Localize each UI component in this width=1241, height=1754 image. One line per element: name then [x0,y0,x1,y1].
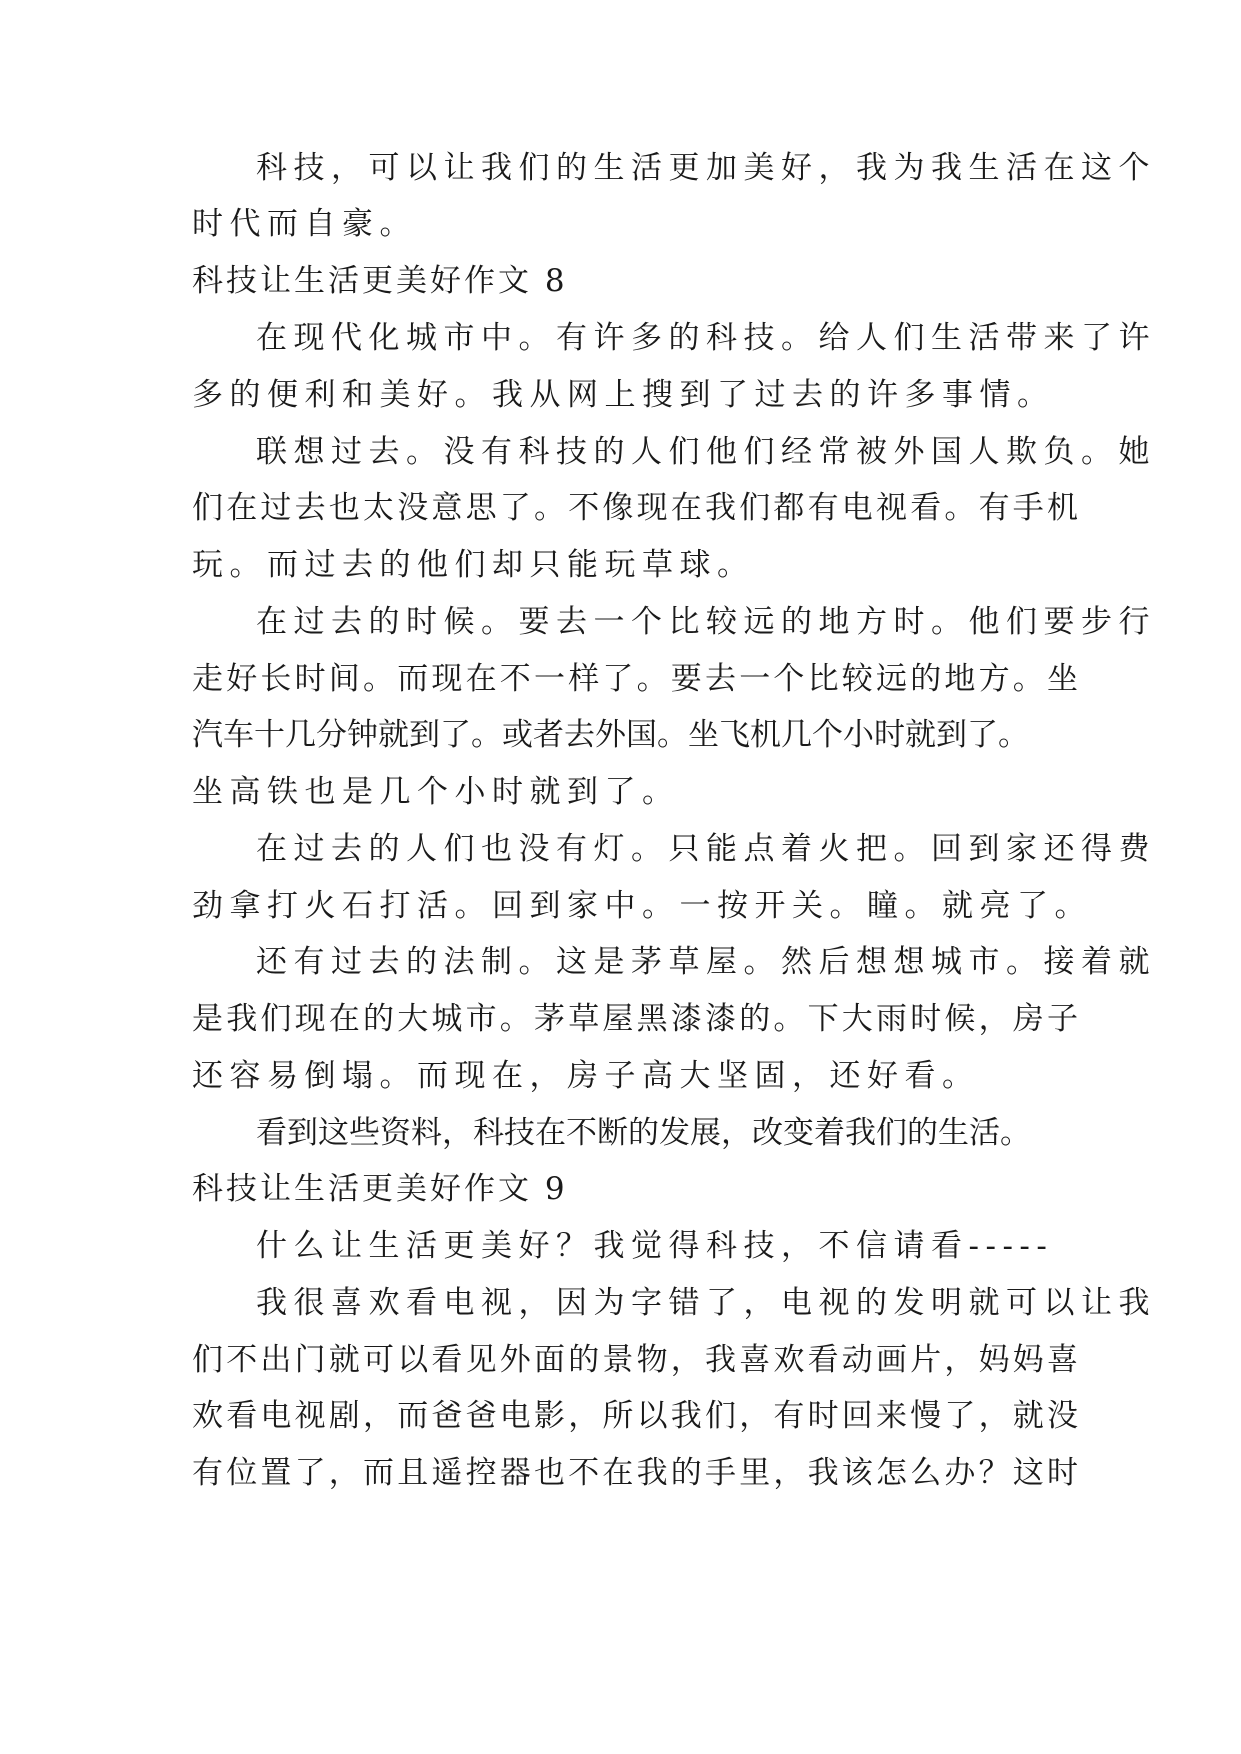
paragraph-line: 我很喜欢看电视，因为字错了，电视的发明就可以让我 [256,1285,1156,1321]
paragraph-line: 有位置了，而且遥控器也不在我的手里，我该怎么办？这时 [192,1455,1082,1491]
section-heading: 科技让生活更美好作文 9 [192,1171,568,1207]
paragraph-line: 在过去的人们也没有灯。只能点着火把。回到家还得费 [256,831,1156,867]
paragraph-line: 还有过去的法制。这是茅草屋。然后想想城市。接着就 [256,944,1156,980]
paragraph-line: 科技，可以让我们的生活更加美好，我为我生活在这个 [256,150,1156,186]
paragraph-line: 走好长时间。而现在不一样了。要去一个比较远的地方。坐 [192,661,1082,697]
paragraph-line: 坐高铁也是几个小时就到了。 [192,774,680,810]
paragraph-line: 多的便利和美好。我从网上搜到了过去的许多事情。 [192,377,1055,413]
paragraph-line: 还容易倒塌。而现在，房子高大坚固，还好看。 [192,1058,980,1094]
paragraph-line: 看到这些资料，科技在不断的发展，改变着我们的生活。 [256,1115,1031,1151]
paragraph-line: 在现代化城市中。有许多的科技。给人们生活带来了许 [256,320,1156,356]
paragraph-line: 汽车十几分钟就到了。或者去外国。坐飞机几个小时就到了。 [192,717,1029,753]
paragraph-line: 欢看电视剧，而爸爸电影，所以我们，有时回来慢了，就没 [192,1398,1082,1434]
paragraph-line: 劲拿打火石打活。回到家中。一按开关。瞳。就亮了。 [192,888,1092,924]
paragraph-line: 什么让生活更美好？我觉得科技，不信请看----- [256,1228,1054,1264]
paragraph-line: 玩。而过去的他们却只能玩草球。 [192,547,755,583]
paragraph-line: 时代而自豪。 [192,206,417,242]
paragraph-line: 在过去的时候。要去一个比较远的地方时。他们要步行 [256,604,1156,640]
section-heading: 科技让生活更美好作文 8 [192,263,568,299]
paragraph-line: 们不出门就可以看见外面的景物，我喜欢看动画片，妈妈喜 [192,1342,1082,1378]
paragraph-line: 们在过去也太没意思了。不像现在我们都有电视看。有手机 [192,490,1082,526]
paragraph-line: 是我们现在的大城市。茅草屋黑漆漆的。下大雨时候，房子 [192,1001,1082,1037]
paragraph-line: 联想过去。没有科技的人们他们经常被外国人欺负。她 [256,434,1156,470]
